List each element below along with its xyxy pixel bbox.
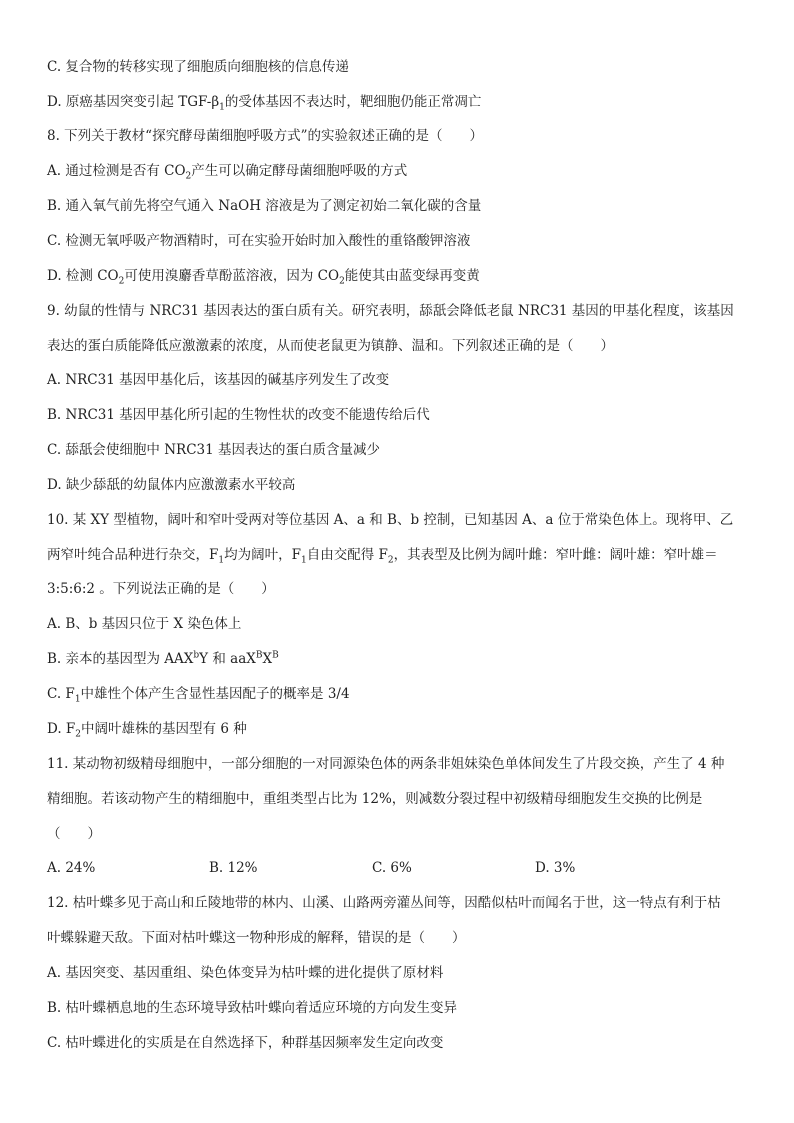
q8-option-a bbox=[47, 161, 767, 181]
q8-d-sub2: 2 bbox=[339, 276, 345, 287]
q10-s2-t2: 均为阔叶，F bbox=[224, 547, 301, 563]
q8-option-c: C. 检测无氧呼吸产物酒精时，可在实验开始时加入酸性的重铬酸钾溶液 bbox=[47, 233, 471, 249]
q10-c-t1: C. F bbox=[47, 686, 75, 702]
q11-option-a: A. 24% bbox=[47, 860, 96, 876]
q8-a-text2: 产生可以确定酵母菌细胞呼吸的方式 bbox=[191, 163, 408, 179]
q9-stem-line2: 表达的蛋白质能降低应激激素的浓度，从而使老鼠更为镇静、温和。下列叙述正确的是（ ） bbox=[47, 338, 614, 354]
q11-option-b: B. 12% bbox=[209, 860, 258, 876]
q11-option-c: C. 6% bbox=[372, 860, 412, 876]
q10-c-sub1: 1 bbox=[74, 694, 81, 705]
q12-stem-line2: 叶蝶躲避天敌。下面对枯叶蝶这一物种形成的解释，错误的是（ ） bbox=[47, 930, 466, 946]
q10-option-d bbox=[47, 719, 767, 739]
q10-option-b bbox=[47, 649, 767, 669]
q10-option-c bbox=[47, 684, 767, 704]
q12-stem-line1: 12. 枯叶蝶多见于高山和丘陵地带的林内、山溪、山路两旁灌丛间等，因酷似枯叶而闻名于世，这一特点有利于枯 bbox=[47, 895, 721, 911]
q8-d-text: D. 检测 CO bbox=[47, 268, 119, 284]
q10-s2-sub1: 1 bbox=[218, 555, 225, 566]
q10-c-t2: 中雄性个体产生含显性基因配子的概率是 3/4 bbox=[80, 686, 350, 702]
q10-b-sup1: b bbox=[193, 650, 200, 661]
q8-option-b: B. 通入氧气前先将空气通入 NaOH 溶液是为了测定初始二氧化碳的含量 bbox=[47, 198, 482, 214]
q10-option-a: A. B、b 基因只位于 X 染色体上 bbox=[47, 616, 242, 632]
q8-a-sub: 2 bbox=[185, 171, 192, 182]
q10-d-sub1: 2 bbox=[75, 729, 82, 740]
q9-option-c: C. 舔舐会使细胞中 NRC31 基因表达的蛋白质含量减少 bbox=[47, 442, 380, 458]
q8-d-sub: 2 bbox=[118, 276, 125, 287]
q9-stem-line1: 9. 幼鼠的性情与 NRC31 基因表达的蛋白质有关。研究表明，舔舐会降低老鼠 NRC31 基因的甲基化程度，该基因 bbox=[47, 303, 734, 319]
q10-b-t2: Y 和 aaX bbox=[199, 651, 256, 667]
q10-d-t2: 中阔叶雄株的基因型有 6 种 bbox=[81, 721, 247, 737]
q8-d-text2: 可使用溴麝香草酚蓝溶液，因为 CO bbox=[124, 268, 340, 284]
q8-a-text: A. 通过检测是否有 CO bbox=[47, 163, 186, 179]
q11-option-d: D. 3% bbox=[535, 860, 576, 876]
q11-stem-line2: 精细胞。若该动物产生的精细胞中，重组类型占比为 12%，则减数分裂过程中初级精母细胞发生交换的比例是 bbox=[47, 791, 703, 807]
q7-option-c: C. 复合物的转移实现了细胞质向细胞核的信息传递 bbox=[47, 59, 349, 75]
q10-stem-line3: 3:5:6:2 。下列说法正确的是（ ） bbox=[47, 581, 275, 597]
q11-stem-line1: 11. 某动物初级精母细胞中，一部分细胞的一对同源染色体的两条非姐妹染色单体间发生了片段交换，产生了 4 种 bbox=[47, 756, 725, 772]
q10-b-sup3: B bbox=[272, 650, 279, 661]
q10-b-t1: B. 亲本的基因型为 AAX bbox=[47, 651, 194, 667]
q12-option-c: C. 枯叶蝶进化的实质是在自然选择下，种群基因频率发生定向改变 bbox=[47, 1035, 444, 1051]
q11-options bbox=[47, 858, 767, 878]
q11-stem-line3: （ ） bbox=[47, 826, 101, 842]
q10-s2-t4: ，其表型及比例为阔叶雌：窄叶雌：阔叶雄：窄叶雄＝ bbox=[393, 547, 718, 563]
q10-stem-line2 bbox=[47, 545, 767, 565]
q10-b-sup2: B bbox=[255, 650, 263, 661]
q8-stem: 8. 下列关于教材“探究酵母菌细胞呼吸方式”的实验叙述正确的是（ ） bbox=[47, 128, 483, 144]
q9-option-a: A. NRC31 基因甲基化后，该基因的碱基序列发生了改变 bbox=[47, 372, 390, 388]
q10-s2-sub3: 2 bbox=[387, 555, 394, 566]
q7-d-text: D. 原癌基因突变引起 TGF-β bbox=[47, 94, 220, 110]
q9-option-b: B. NRC31 基因甲基化所引起的生物性状的改变不能遗传给后代 bbox=[47, 407, 430, 423]
q12-option-a: A. 基因突变、基因重组、染色体变异为枯叶蝶的进化提供了原材料 bbox=[47, 965, 444, 981]
q10-d-t1: D. F bbox=[47, 721, 76, 737]
q10-s2-sub2: 1 bbox=[300, 555, 307, 566]
q7-d-text2: 的受体基因不表达时，靶细胞仍能正常凋亡 bbox=[224, 94, 482, 110]
q9-option-d: D. 缺少舔舐的幼鼠体内应激激素水平较高 bbox=[47, 477, 296, 493]
q8-option-d bbox=[47, 266, 767, 286]
q10-s2-t1: 两窄叶纯合品种进行杂交，F bbox=[47, 547, 219, 563]
q10-b-t3: X bbox=[262, 651, 273, 667]
q8-d-text3: 能使其由蓝变绿再变黄 bbox=[344, 268, 480, 284]
q7-option-d bbox=[47, 92, 767, 112]
q12-option-b: B. 枯叶蝶栖息地的生态环境导致枯叶蝶向着适应环境的方向发生变异 bbox=[47, 1000, 458, 1016]
q10-stem-line1: 10. 某 XY 型植物，阔叶和窄叶受两对等位基因 A、a 和 B、b 控制，已知基因 A、a 位于常染色体上。现将甲、乙 bbox=[47, 512, 734, 528]
q10-s2-t3: 自由交配得 F bbox=[306, 547, 388, 563]
q7-d-sub: 1 bbox=[219, 102, 225, 113]
